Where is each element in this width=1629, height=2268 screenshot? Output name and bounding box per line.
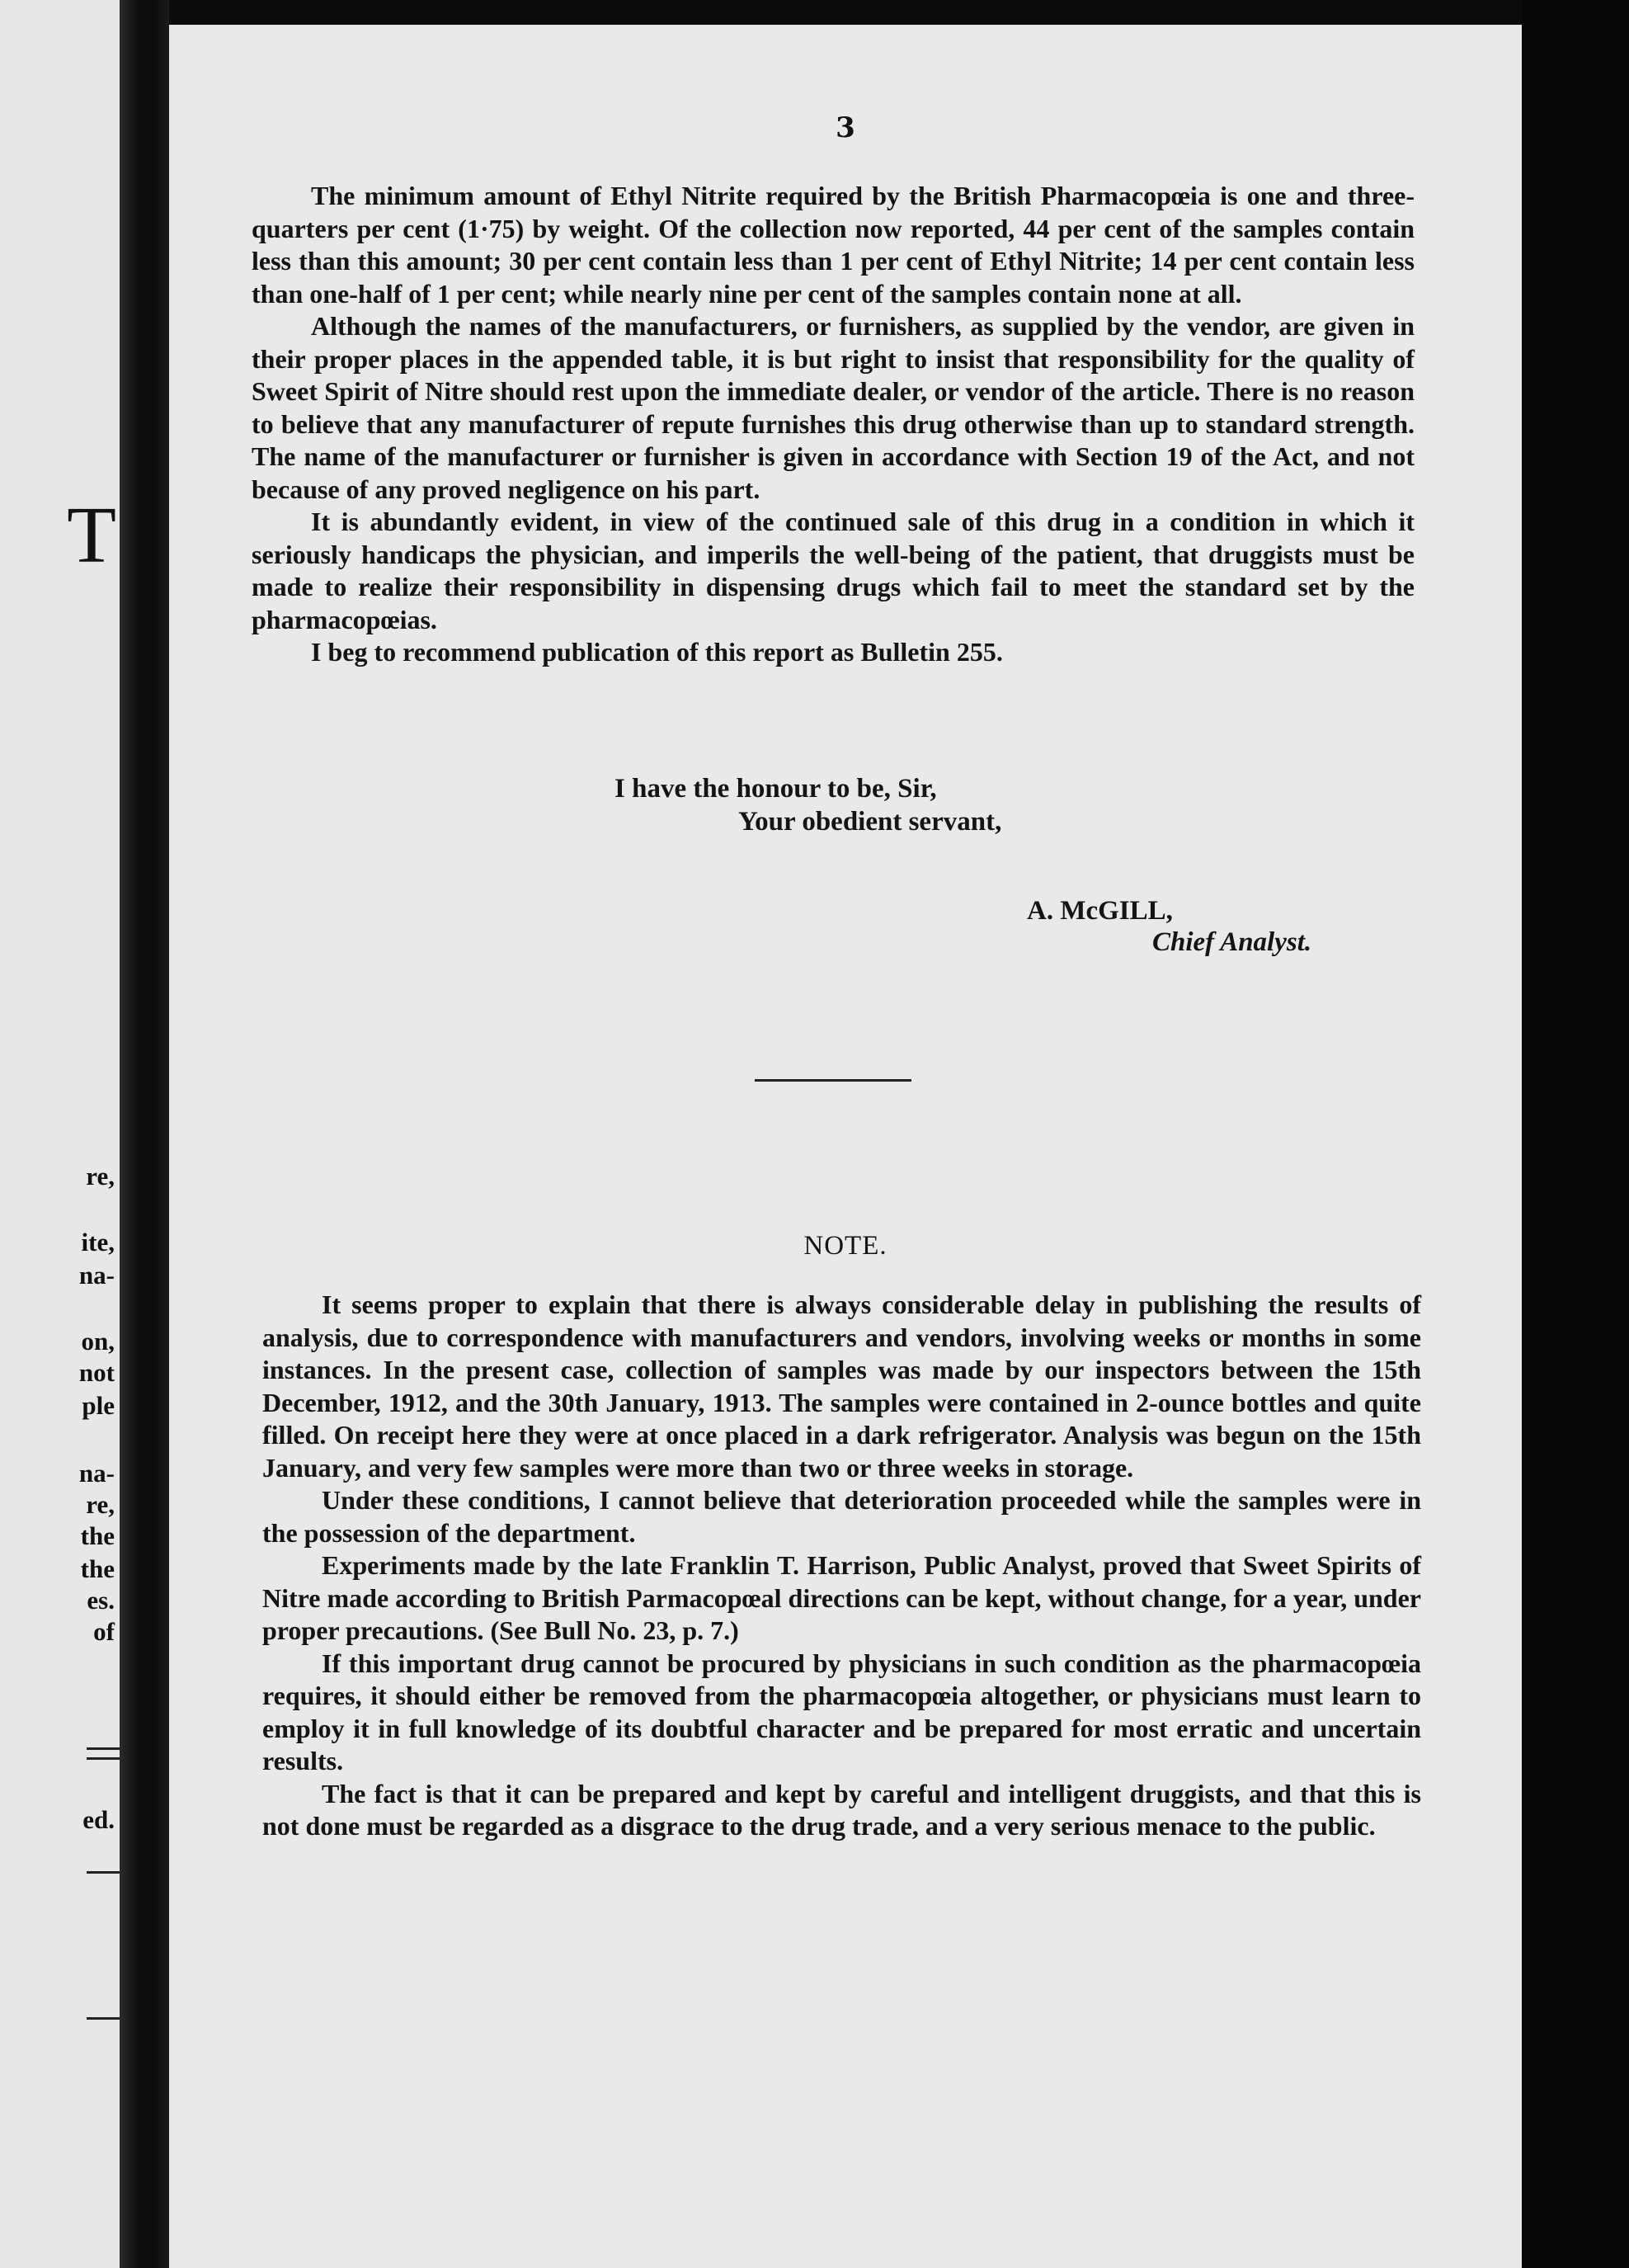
left-page-rule	[87, 1747, 120, 1750]
left-page-fragment: es.	[87, 1586, 115, 1615]
left-page-large-letter: T	[67, 491, 116, 580]
closing-valediction: Your obedient servant,	[738, 807, 1002, 837]
scan-border	[1522, 0, 1629, 2268]
report-paragraph: The minimum amount of Ethyl Nitrite required by the British Pharmacopœia is one and three-quarters per cent (1·75) by weight. Of the collection now reported, 44 per cent of the samples contain less than this amount; 30 per cent contain less than 1 per cent of Ethyl Nitrite; 14 per cent contain less than one-half of 1 per cent; while nearly nine per cent of the samples contain none at all.	[252, 181, 1415, 309]
report-paragraph: It is abundantly evident, in view of the continued sale of this drug in a condition in which it seriously handicaps the physician, and imperils the well-being of the patient, that druggists must be made to realize their responsibility in dispensing drugs which fail to meet the standard set by the pharmacopœias.	[252, 507, 1415, 634]
note-heading: NOTE.	[803, 1231, 887, 1261]
left-page-fragment: na-	[78, 1261, 115, 1290]
note-paragraph: If this important drug cannot be procured by physicians in such condition as the pharmacopœia requires, it should either be removed from the pharmacopœia altogether, or physicians must learn to employ it in full knowledge of its doubtful character and be prepared for most erratic and uncertain results.	[262, 1648, 1421, 1775]
note-body	[262, 1289, 1421, 1843]
signature-name: A. McGILL,	[1027, 896, 1173, 926]
left-page-rule	[87, 1871, 120, 1874]
left-page-fragment: ed.	[82, 1805, 115, 1834]
note-paragraph: Experiments made by the late Franklin T. Harrison, Public Analyst, proved that Sweet Spirits of Nitre made according to British Parmacopœal directions can be kept, without change, for a year, under proper precautions. (See Bull No. 23, p. 7.)	[262, 1550, 1421, 1645]
left-facing-page	[0, 0, 120, 2268]
left-page-fragment: re,	[86, 1162, 115, 1191]
note-paragraph: It seems proper to explain that there is always considerable delay in publishing the results of analysis, due to correspondence with manufacturers and vendors, involving weeks or months in some instances. In the present case, collection of samples was made by our inspectors between the 15th December, 1912, and the 30th January, 1913. The samples were contained in 2-ounce bottles and quite filled. On receipt here they were at once placed in a dark refrigerator. Analysis was begun on the 15th January, and very few samples were more than two or three weeks in storage.	[262, 1290, 1421, 1483]
left-page-rule	[87, 1757, 120, 1760]
document-page	[169, 25, 1522, 2268]
closing-salutation: I have the honour to be, Sir,	[614, 774, 937, 804]
left-page-fragment: re,	[86, 1490, 115, 1519]
left-page-fragment: on,	[81, 1327, 115, 1356]
left-page-fragment: not	[78, 1358, 115, 1387]
binding-gutter	[120, 0, 169, 2268]
left-page-fragment: the	[80, 1521, 115, 1550]
left-page-rule	[87, 2017, 120, 2020]
report-paragraph: Although the names of the manufacturers, or furnishers, as supplied by the vendor, are given in their proper places in the appended table, it is but right to insist that responsibility for the quality of Sweet Spirit of Nitre should rest upon the immediate dealer, or vendor of the article. There is no reason to believe that any manufacturer of repute furnishes this drug otherwise than up to standard strength. The name of the manufacturer or furnisher is given in accordance with Section 19 of the Act, and not because of any proved negligence on his part.	[252, 311, 1415, 504]
note-paragraph: The fact is that it can be prepared and kept by careful and intelligent druggists, and that this is not done must be regarded as a disgrace to the drug trade, and a very serious menace to the public.	[262, 1778, 1421, 1841]
signature-title: Chief Analyst.	[1152, 927, 1312, 957]
report-body	[252, 180, 1415, 669]
left-page-fragment: ple	[82, 1391, 115, 1420]
page-number: 3	[836, 111, 855, 144]
note-paragraph: Under these conditions, I cannot believe that deterioration proceeded while the samples were in the possession of the department.	[262, 1485, 1421, 1548]
section-divider	[755, 1079, 911, 1082]
left-page-fragment: ite,	[81, 1228, 115, 1257]
left-page-fragment: of	[93, 1617, 115, 1646]
left-page-fragment: the	[80, 1554, 115, 1583]
report-paragraph: I beg to recommend publication of this report as Bulletin 255.	[311, 637, 1003, 667]
left-page-fragment: na-	[78, 1459, 115, 1488]
